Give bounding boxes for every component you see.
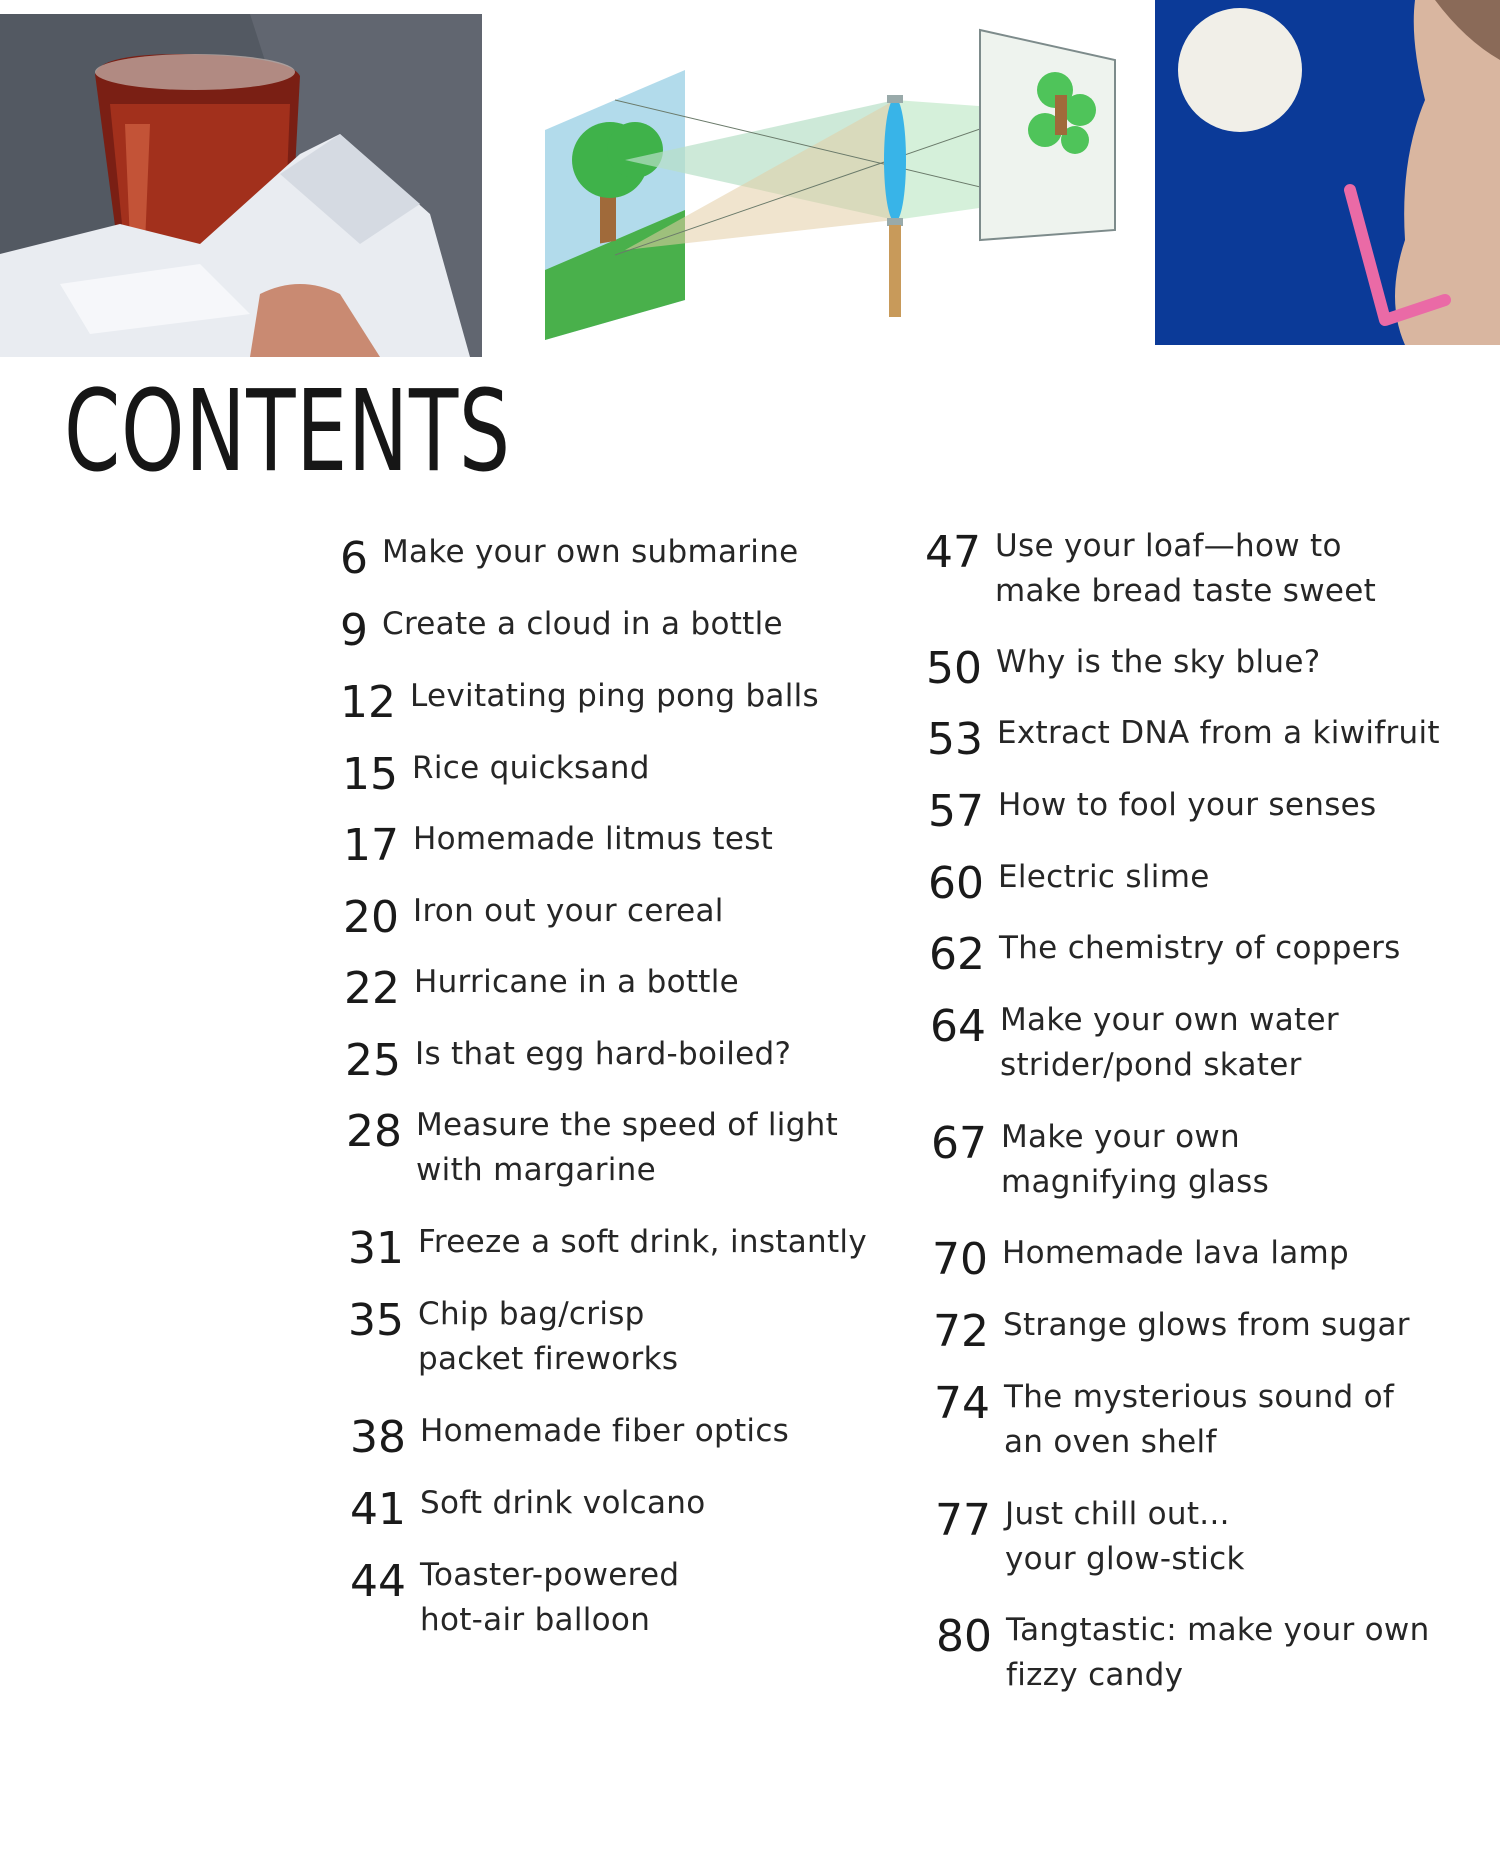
entry-title: How to fool your senses xyxy=(998,787,1377,823)
toc-entry[interactable] xyxy=(936,1608,1430,1698)
page-number: 12 xyxy=(340,677,396,728)
entry-title: Is that egg hard-boiled? xyxy=(415,1036,792,1072)
page-number: 57 xyxy=(928,786,984,837)
entry-title: Iron out your cereal xyxy=(413,893,724,929)
toc-entry[interactable] xyxy=(931,1115,1269,1205)
entry-title: The mysterious sound of an oven shelf xyxy=(1004,1379,1395,1460)
toc-entry[interactable] xyxy=(340,530,799,582)
toc-entry[interactable] xyxy=(934,1375,1394,1465)
entry-title: Create a cloud in a bottle xyxy=(382,606,783,642)
entry-title: Tangtastic: make your own fizzy candy xyxy=(1006,1612,1430,1693)
entry-title: Chip bag/crisp packet fireworks xyxy=(418,1296,679,1377)
toc-entry[interactable] xyxy=(933,1303,1410,1355)
page-number: 50 xyxy=(926,643,982,694)
page-number: 44 xyxy=(350,1556,406,1607)
toc-entry[interactable] xyxy=(345,1032,791,1084)
entry-title: Homemade lava lamp xyxy=(1002,1235,1350,1271)
toc-entry[interactable] xyxy=(930,998,1339,1088)
page-number: 64 xyxy=(930,1001,986,1052)
entry-title: Make your own water strider/pond skater xyxy=(1000,1002,1339,1083)
lens-projection-diagram xyxy=(535,0,1125,345)
entry-title: Strange glows from sugar xyxy=(1003,1307,1410,1343)
page-number: 74 xyxy=(934,1378,990,1429)
toc-entry[interactable] xyxy=(350,1481,706,1533)
entry-title: Just chill out... your glow-stick xyxy=(1005,1496,1245,1577)
entry-title: Rice quicksand xyxy=(412,750,650,786)
entry-title: Hurricane in a bottle xyxy=(414,964,740,1000)
page-number: 15 xyxy=(342,749,398,800)
page-number: 31 xyxy=(348,1223,404,1274)
page-number: 77 xyxy=(935,1495,991,1546)
page-number: 62 xyxy=(929,929,985,980)
page-number: 67 xyxy=(931,1118,987,1169)
page-number: 38 xyxy=(350,1412,406,1463)
entry-title: Toaster-powered hot-air balloon xyxy=(420,1557,680,1638)
entry-title: Measure the speed of light with margarine xyxy=(416,1107,839,1188)
page-number: 25 xyxy=(345,1035,401,1086)
toc-entry[interactable] xyxy=(340,674,819,726)
page-number: 9 xyxy=(340,605,368,656)
toc-entry[interactable] xyxy=(348,1220,867,1272)
toc-entry[interactable] xyxy=(932,1231,1349,1283)
entry-title: The chemistry of coppers xyxy=(999,930,1401,966)
toc-entry[interactable] xyxy=(935,1492,1245,1582)
page-number: 17 xyxy=(343,820,399,871)
toc-entry[interactable] xyxy=(350,1553,679,1643)
page-number: 47 xyxy=(925,527,981,578)
page-number: 70 xyxy=(932,1234,988,1285)
page-number: 22 xyxy=(344,963,400,1014)
toc-entry[interactable] xyxy=(348,1292,678,1382)
entry-title: Make your own magnifying glass xyxy=(1001,1119,1270,1200)
toc-entry[interactable] xyxy=(927,711,1440,763)
page-number: 72 xyxy=(933,1306,989,1357)
entry-title: Homemade fiber optics xyxy=(420,1413,790,1449)
entry-title: Electric slime xyxy=(998,859,1210,895)
page-number: 28 xyxy=(346,1106,402,1157)
entry-title: Make your own submarine xyxy=(382,534,799,570)
entry-title: Why is the sky blue? xyxy=(996,644,1321,680)
toc-entry[interactable] xyxy=(925,524,1376,614)
page-number: 60 xyxy=(928,858,984,909)
toc-entry[interactable] xyxy=(928,855,1210,907)
page-number: 41 xyxy=(350,1484,406,1535)
toc-entry[interactable] xyxy=(346,1103,838,1193)
page-number: 80 xyxy=(936,1611,992,1662)
toc-entry[interactable] xyxy=(343,889,724,941)
entry-title: Levitating ping pong balls xyxy=(410,678,819,714)
entry-title: Freeze a soft drink, instantly xyxy=(418,1224,867,1260)
toc-entry[interactable] xyxy=(344,960,739,1012)
entry-title: Soft drink volcano xyxy=(420,1485,706,1521)
toc-entry[interactable] xyxy=(929,926,1401,978)
toc-entry[interactable] xyxy=(343,817,773,869)
tea-jar-photo xyxy=(0,14,482,357)
toc-entry[interactable] xyxy=(926,640,1321,692)
page-number: 53 xyxy=(927,714,983,765)
entry-title: Use your loaf—how to make bread taste sweet xyxy=(995,528,1377,609)
entry-title: Homemade litmus test xyxy=(413,821,774,857)
entry-title: Extract DNA from a kiwifruit xyxy=(997,715,1440,751)
toc-entry[interactable] xyxy=(350,1409,789,1461)
toc-entry[interactable] xyxy=(342,746,650,798)
toc-entry[interactable] xyxy=(340,602,783,654)
ping-pong-ball-photo xyxy=(1155,0,1500,345)
page-number: 6 xyxy=(340,533,368,584)
toc-entry[interactable] xyxy=(928,783,1376,835)
page-number: 35 xyxy=(348,1295,404,1346)
page-title: CONTENTS xyxy=(64,367,511,497)
page-number: 20 xyxy=(343,892,399,943)
